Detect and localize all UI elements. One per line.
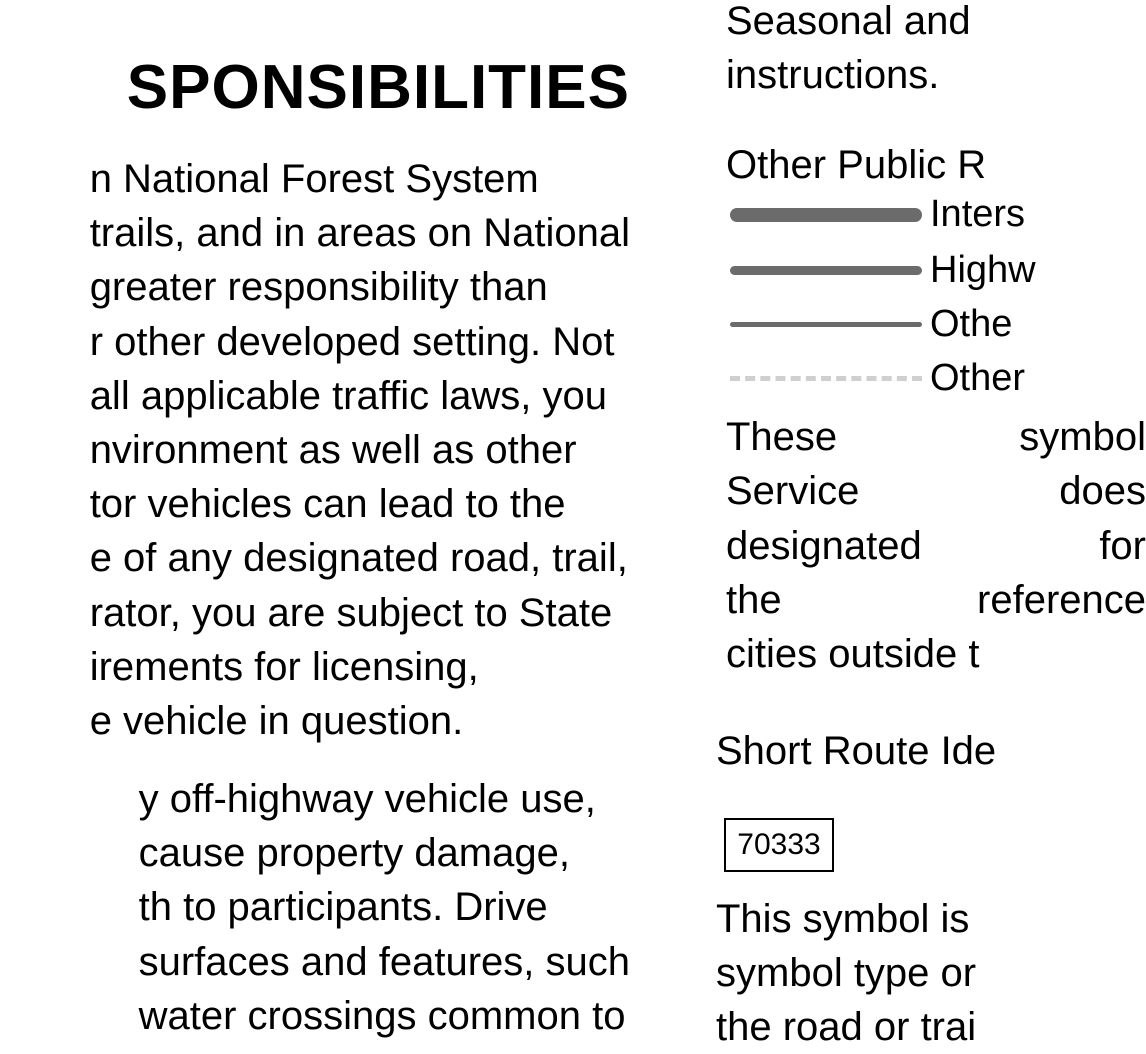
word: the [726, 577, 782, 622]
word: reference [977, 577, 1146, 622]
word: cities outside t [726, 632, 980, 677]
highway-line-symbol [730, 266, 922, 275]
text-line: e vehicle in question. [89, 698, 464, 743]
interstate-line-symbol [730, 208, 922, 222]
text-line: This symbol is [716, 897, 970, 941]
text-line: cause property damage, [138, 831, 570, 876]
short-route-title: Short Route Ide [716, 729, 997, 773]
symbols-paragraph [726, 410, 1146, 681]
text-line [726, 410, 1146, 464]
word: designated [726, 523, 922, 568]
text-line: rator, you are subject to State [89, 590, 613, 635]
text-line [726, 519, 1146, 573]
text-line: r other developed setting. Not [89, 319, 615, 364]
legend-label: Other [930, 357, 1026, 399]
text-line: nvironment as well as other [89, 427, 577, 472]
section-heading: SPONSIBILITIES [126, 53, 630, 122]
text-line: all applicable traffic laws, you [89, 373, 607, 418]
word: These [726, 415, 838, 459]
other-public-roads-title: Other Public R [726, 143, 987, 187]
text-line: th to participants. Drive [138, 885, 548, 930]
word: symbol [1019, 415, 1146, 459]
seasonal-text [726, 0, 971, 102]
text-line: symbol type or [716, 951, 977, 995]
text-line: surfaces and features, such [138, 939, 630, 984]
word: Service [726, 469, 860, 514]
other-road-line-symbol [730, 322, 922, 327]
text-line: n National Forest System [89, 157, 539, 201]
legend-label: Highw [930, 249, 1036, 291]
word: for [1099, 523, 1146, 568]
text-line: y off-highway vehicle use, [138, 777, 596, 821]
text-line [726, 464, 1146, 518]
symbol-paragraph [716, 892, 976, 1054]
other-road-dashed-symbol [730, 376, 922, 381]
text-line: tor vehicles can lead to the [89, 482, 566, 527]
legend-label: Inters [930, 193, 1026, 235]
text-line: the road or trai [716, 1005, 977, 1049]
legend-label: Othe [930, 303, 1013, 345]
text-line: trails, and in areas on National [89, 211, 630, 256]
right-column [690, 0, 1146, 1049]
text-line: Seasonal and [726, 0, 971, 43]
text-line: e of any designated road, trail, [89, 536, 628, 581]
ohv-paragraph [139, 772, 630, 1043]
text-line: irements for licensing, [89, 644, 479, 689]
responsibilities-paragraph [90, 152, 630, 748]
word: does [1059, 469, 1146, 514]
text-line [726, 627, 1146, 681]
text-line: instructions. [726, 53, 940, 97]
text-line: greater responsibility than [89, 265, 548, 310]
text-line: water crossings common to [138, 993, 626, 1038]
text-line [726, 573, 1146, 627]
route-number-box: 70333 [724, 818, 834, 872]
